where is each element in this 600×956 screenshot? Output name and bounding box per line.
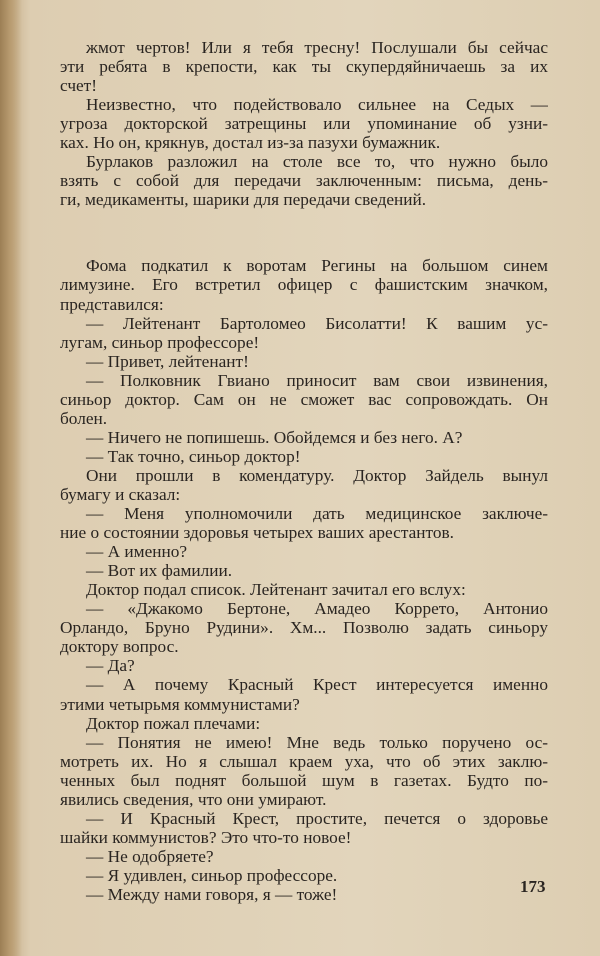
paragraph	[60, 352, 548, 371]
text-line: болен.	[60, 408, 108, 428]
text-line: Они прошли в комендатуру. Доктор Зайдель вынул	[86, 465, 548, 485]
paragraph	[60, 428, 548, 447]
text-line: — Да?	[86, 656, 135, 676]
paragraph	[60, 152, 548, 209]
paragraph	[60, 542, 548, 561]
text-line: лимузине. Его встретил офицер с фашистским значком,	[60, 275, 548, 295]
paragraph	[60, 466, 548, 504]
text-line: шайки коммунистов? Это что-то новое!	[60, 827, 352, 847]
paragraph	[60, 675, 548, 713]
paragraph	[60, 95, 548, 152]
text-line: ченных был поднят большой шум в газетах. Будто по-	[60, 770, 548, 790]
text-line: бумагу и сказал:	[60, 484, 181, 504]
text-line: — А именно?	[86, 542, 188, 562]
section-break	[60, 209, 548, 256]
text-line: жмот чертов! Или я тебя тресну! Послушали бы сейчас	[86, 38, 548, 57]
paragraph	[60, 580, 548, 599]
paragraph	[60, 504, 548, 542]
text-line: ги, медикаменты, шарики для передачи сведений.	[60, 190, 427, 210]
text-line: Доктор пожал плечами:	[86, 713, 261, 733]
paragraph	[60, 885, 548, 904]
paragraph	[60, 561, 548, 580]
paragraph	[60, 314, 548, 352]
text-line: — Между нами говоря, я — тоже!	[86, 884, 338, 904]
paragraph	[60, 447, 548, 466]
text-line: этими четырьмя коммунистами?	[60, 694, 300, 714]
text-line: лугам, синьор профессоре!	[60, 332, 260, 352]
text-line: явились сведения, что они умирают.	[60, 789, 327, 809]
text-line: — Так точно, синьор доктор!	[86, 446, 301, 466]
text-line: — «Джакомо Бертоне, Амадео Коррето, Антонио	[86, 599, 548, 619]
text-line: угроза докторской затрещины или упоминание об узни-	[60, 114, 548, 134]
text-line: — Меня уполномочили дать медицинское заключе-	[86, 504, 548, 524]
text-line: Неизвестно, что подействовало сильнее на Седых —	[86, 95, 548, 115]
page-number: 173	[520, 877, 546, 896]
text-line: счет!	[60, 76, 97, 96]
text-line: — Ничего не попишешь. Обойдемся и без него. А?	[86, 427, 463, 447]
paragraph	[60, 38, 548, 95]
text-line: — И Красный Крест, простите, печется о здоровье	[86, 808, 548, 828]
paragraph	[60, 599, 548, 656]
text-line: синьор доктор. Сам он не сможет вас сопровождать. Он	[60, 389, 548, 409]
paragraph	[60, 809, 548, 847]
text-line: Доктор подал список. Лейтенант зачитал его вслух:	[86, 580, 466, 600]
text-line: — Полковник Гвиано приносит вам свои извинения,	[86, 370, 548, 390]
text-line: Фома подкатил к воротам Регины на большом синем	[86, 256, 548, 276]
text-line: мотреть их. Но я слышал краем уха, что об этих заклю-	[60, 751, 548, 771]
paragraph	[60, 656, 548, 675]
text-line: ках. Но он, крякнув, достал из-за пазухи бумажник.	[60, 133, 441, 153]
text-line: Бурлаков разложил на столе все то, что нужно было	[86, 152, 548, 172]
book-spine-shadow	[0, 0, 22, 956]
text-line: — Не одобряете?	[86, 846, 214, 866]
paragraph	[60, 866, 548, 885]
text-line: — Понятия не имею! Мне ведь только поручено ос-	[86, 732, 548, 752]
text-line: Орландо, Бруно Рудини». Хм... Позволю задать синьору	[60, 618, 548, 638]
text-line: — Вот их фамилии.	[86, 561, 233, 581]
text-line: — Я удивлен, синьор профессоре.	[86, 865, 338, 885]
text-line: — Лейтенант Бартоломео Бисолатти! К вашим ус-	[86, 313, 548, 333]
text-line: ние о состоянии здоровья четырех ваших арестантов.	[60, 523, 454, 543]
text-line: взять с собой для передачи заключенным: письма, день-	[60, 171, 548, 191]
text-line: — А почему Красный Крест интересуется именно	[86, 675, 548, 695]
paragraph	[60, 256, 548, 313]
text-line: доктору вопрос.	[60, 637, 179, 657]
text-line: эти ребята в крепости, как ты скупердяйничаешь за их	[60, 57, 548, 77]
paragraph	[60, 371, 548, 428]
paragraph	[60, 714, 548, 733]
page-text	[60, 38, 548, 904]
paragraph	[60, 847, 548, 866]
paragraph	[60, 733, 548, 809]
text-line: — Привет, лейтенант!	[86, 351, 249, 371]
text-line: представился:	[60, 294, 164, 314]
